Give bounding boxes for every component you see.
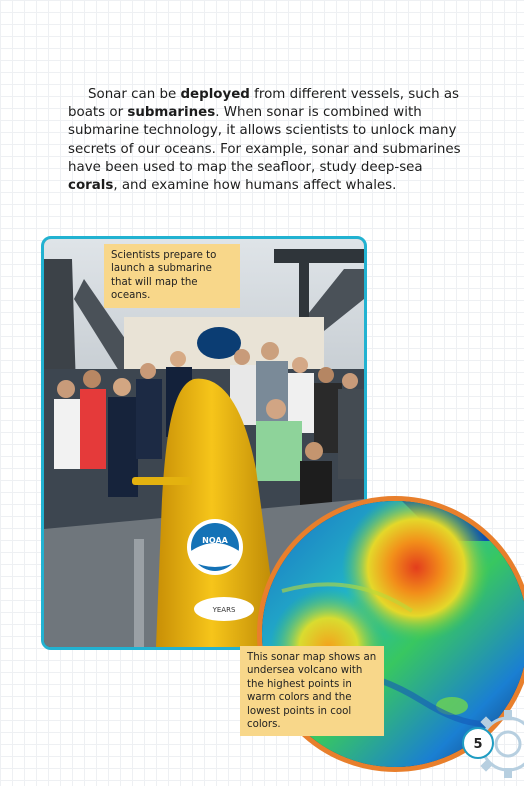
- vocab-word-deployed: deployed: [180, 87, 250, 102]
- page-number: 5: [462, 727, 494, 759]
- body-text-run: . When sonar is combined with submarine technology, it allows scientists to unlock many secrets of our oceans. For example, sonar and submarines have been used to map the seafloor, study deep-sea: [68, 105, 461, 175]
- body-text: [68, 86, 468, 195]
- anniversary-logo-text: YEARS: [212, 606, 236, 614]
- body-text-run: Sonar can be: [88, 87, 181, 102]
- noaa-logo-text: NOAA: [202, 536, 228, 545]
- sonar-map-caption: This sonar map shows an undersea volcano with the highest points in warm colors and the lowest points in cool colors.: [240, 646, 384, 736]
- vocab-word-corals: corals: [68, 178, 114, 194]
- body-paragraph: [68, 86, 468, 195]
- vocab-word-submarines: submarines: [127, 105, 216, 121]
- body-text-run: , and examine how humans affect whales.: [113, 178, 397, 194]
- body-text-run: from different vessels, such as boats or: [68, 87, 460, 121]
- photo-caption: Scientists prepare to launch a submarine that will map the oceans.: [104, 244, 240, 308]
